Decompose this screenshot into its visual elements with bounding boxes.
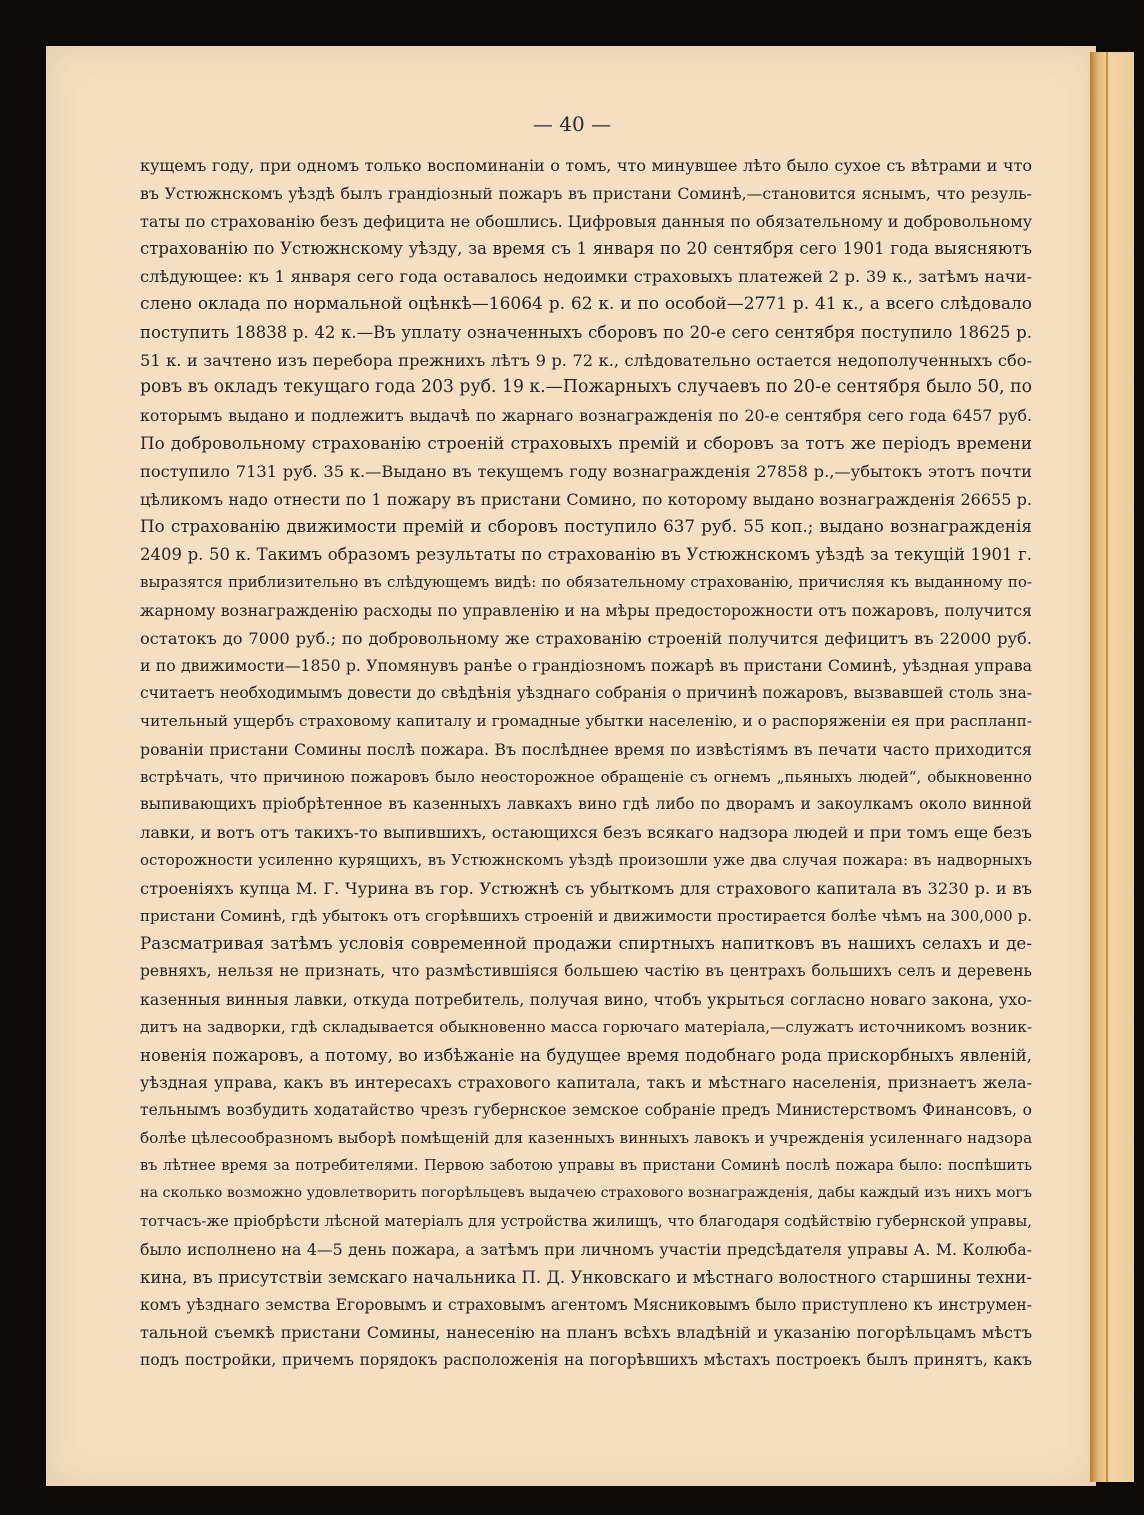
text-line: лавки, и вотъ отъ такихъ-то выпившихъ, остающихся безъ всякаго надзора людей и при томъ еще безъ <box>140 823 1032 843</box>
text-line: поступило 7131 руб. 35 к.—Выдано въ текущемъ году вознагражденія 27858 р.,—убытокъ этотъ почти <box>140 461 1032 481</box>
text-line: остатокъ до 7000 руб.; по добровольному же страхованію строеній получится дефицитъ въ 22000 руб. <box>140 628 1032 648</box>
text-line: кина, въ присутствіи земскаго начальника П. Д. Унковскаго и мѣстнаго волостного старшины техни- <box>140 1267 1032 1287</box>
text-line: которымъ выдано и подлежитъ выдачѣ по жарнаго вознагражденія по 20-е сентября сего года 6457 руб. <box>140 406 1032 426</box>
text-line: дитъ на задворки, гдѣ складывается обыкновенно масса горючаго матеріала,—служатъ источникомъ возник- <box>140 1017 1032 1036</box>
text-line: слѣдующее: къ 1 января сего года оставалось недоимки страховыхъ платежей 2 р. 39 к., затѣмъ начи- <box>140 267 1032 287</box>
text-line: въ лѣтнее время за потребителями. Первою заботою управы въ пристани Соминѣ послѣ пожара было: поспѣшить <box>140 1157 1032 1174</box>
text-line: осторожности усиленно курящихъ, въ Устюжнскомъ уѣздѣ произошли уже два случая пожара: въ надворныхъ <box>140 850 1032 869</box>
text-line: ровъ въ окладъ текущаго года 203 руб. 19 к.—Пожарныхъ случаевъ по 20-е сентября было 50, по <box>140 377 1032 398</box>
text-line: тальной съемкѣ пристани Сомины, нанесенію на планъ всѣхъ владѣній и указанію погорѣльцамъ мѣстъ <box>140 1323 1032 1343</box>
text-line: пристани Соминѣ, гдѣ убытокъ отъ сгорѣвшихъ строеній и движимости простирается болѣе чѣмъ на 300,000 р. <box>140 906 1032 925</box>
text-line: кущемъ году, при одномъ только воспоминаніи о томъ, что минувшее лѣто было сухое съ вѣтрами и что <box>140 156 1032 175</box>
text-line: считаетъ необходимымъ довести до свѣдѣнія уѣзднаго собранія о причинѣ пожаровъ, вызвавшей столь зна- <box>140 684 1032 703</box>
text-line: тотчасъ-же пріобрѣсти лѣсной матеріалъ для устройства жилищъ, что благодаря содѣйствію губернской управы, <box>140 1213 1032 1231</box>
body-text <box>140 152 1032 1375</box>
text-line: 2409 р. 50 к. Такимъ образомъ результаты по страхованію въ Устюжнскомъ уѣздѣ за текущій 1901 г. <box>140 545 1032 565</box>
text-line: поступить 18838 р. 42 к.—Въ уплату означенныхъ сборовъ по 20-е сего сентября поступило 18625 р. <box>140 322 1032 342</box>
text-line: подъ постройки, причемъ порядокъ расположенія на погорѣвшихъ мѣстахъ построекъ былъ принятъ, какъ <box>140 1351 1032 1370</box>
text-line: слено оклада по нормальной оцѣнкѣ—16064 р. 62 к. и по особой—2771 р. 41 к., а всего слѣдовало <box>140 293 1032 314</box>
text-line: страхованію по Устюжнскому уѣзду, за время съ 1 января по 20 сентября сего 1901 года выясняютъ <box>140 239 1032 259</box>
page-number: — 40 — <box>532 112 612 136</box>
page-edge-rule <box>1106 52 1108 1482</box>
text-line: По страхованію движимости премій и сборовъ поступило 637 руб. 55 коп.; выдано вознагражденія <box>140 516 1032 537</box>
text-line: Разсматривая затѣмъ условія современной продажи спиртныхъ напитковъ въ нашихъ селахъ и де- <box>140 933 1032 954</box>
text-line: на сколько возможно удовлетворить погорѣльцевъ выдачею страхового вознагражденія, дабы каждый изъ нихъ могъ <box>140 1185 1032 1202</box>
text-line: тельнымъ возбудить ходатайство чрезъ губернское земское собраніе предъ Министерствомъ Финансовъ, о <box>140 1101 1032 1120</box>
text-line: По добровольному страхованію строеній страховыхъ премій и сборовъ за тотъ же періодъ времени <box>140 432 1032 453</box>
text-line: строеніяхъ купца М. Г. Чурина въ гор. Устюжнѣ съ убыткомъ для страхового капитала въ 3230 р. и въ <box>140 878 1032 898</box>
text-line: ревняхъ, нельзя не признать, что размѣстившіяся большею частію въ центрахъ большихъ селъ и деревень <box>140 962 1032 981</box>
text-line: комъ уѣзднаго земства Егоровымъ и страховымъ агентомъ Мясниковымъ было приступлено къ инструмен- <box>140 1295 1032 1314</box>
text-line: выпивающихъ пріобрѣтенное въ казенныхъ лавкахъ вино гдѣ либо по дворамъ и закоулкамъ около винной <box>140 795 1032 814</box>
text-line: и по движимости—1850 р. Упомянувъ ранѣе о грандіозномъ пожарѣ въ пристани Соминѣ, уѣздная управа <box>140 656 1032 676</box>
text-line: 51 к. и зачтено изъ перебора прежнихъ лѣтъ 9 р. 72 к., слѣдовательно остается недополученныхъ сбо- <box>140 350 1032 370</box>
text-line: болѣе цѣлесообразномъ выборѣ помѣщеній для казенныхъ винныхъ лавокъ и учрежденія усиленнаго надзора <box>140 1128 1032 1147</box>
text-line: жарному вознагражденію расходы по управленію и на мѣры предосторожности отъ пожаровъ, получится <box>140 600 1032 620</box>
text-line: рованіи пристани Сомины послѣ пожара. Въ послѣднее время по извѣстіямъ въ печати часто приходится <box>140 739 1032 759</box>
adjacent-page-edge <box>1090 52 1134 1482</box>
text-line: уѣздная управа, какъ въ интересахъ страхового капитала, такъ и мѣстнаго населенія, признаетъ жела- <box>140 1073 1032 1093</box>
text-line: новенія пожаровъ, а потому, во избѣжаніе на будущее время подобнаго рода прискорбныхъ явленій, <box>140 1045 1032 1065</box>
text-line: цѣликомъ надо отнести по 1 пожару въ пристани Сомино, по которому выдано вознагражденія 26655 р. <box>140 489 1032 509</box>
text-line: въ Устюжнскомъ уѣздѣ былъ грандіозный пожаръ въ пристани Соминѣ,—становится яснымъ, что резуль- <box>140 183 1032 203</box>
text-line: выразятся приблизительно въ слѣдующемъ видѣ: по обязательному страхованію, причисляя къ выданному по- <box>140 572 1032 591</box>
text-line: чительный ущербъ страховому капиталу и громадные убытки населенію, и о распоряженіи ея при распланп- <box>140 711 1032 730</box>
text-line: было исполнено на 4—5 день пожара, а затѣмъ при личномъ участіи предсѣдателя управы А. М. Колюба- <box>140 1240 1032 1260</box>
text-line: казенныя винныя лавки, откуда потребитель, получая вино, чтобъ укрыться согласно новаго закона, ухо- <box>140 989 1032 1009</box>
text-line: встрѣчать, что причиною пожаровъ было неосторожное обращеніе съ огнемъ „пьяныхъ людей“, обыкновенно <box>140 767 1032 786</box>
text-line: таты по страхованію безъ дефицита не обошлись. Цифровыя данныя по обязательному и добровольному <box>140 211 1032 231</box>
